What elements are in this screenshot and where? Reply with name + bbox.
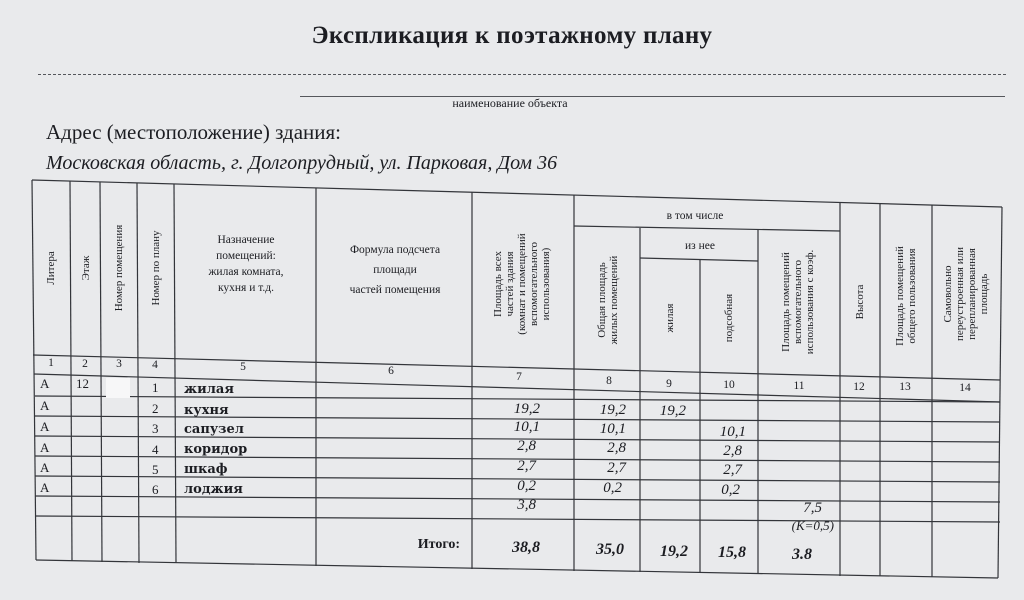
row-litera: А <box>40 440 50 455</box>
totals-living-area: 19,2 <box>660 543 688 560</box>
header-total-area-line: вспомогательного <box>528 241 540 327</box>
header-unauthorized-line: перепланированная <box>966 248 978 340</box>
header-general-area <box>596 240 620 360</box>
row-general-area: 10,1 <box>599 421 626 437</box>
header-aux-coef-line: Площадь помещений <box>780 252 792 352</box>
row-litera: А <box>40 398 50 413</box>
header-purpose <box>180 232 312 296</box>
header-unauthorized-line: переустроенная или <box>954 247 966 341</box>
header-total-area-line: частей здания <box>504 251 516 317</box>
header-common-use-line: Площадь помещений <box>894 246 906 346</box>
object-caption: наименование объекта <box>452 96 568 110</box>
header-plan-number: Номер по плану <box>150 230 162 306</box>
row-plan-number: 6 <box>152 482 159 497</box>
header-of-which: из нее <box>685 240 715 252</box>
row-plan-number: 4 <box>152 442 159 457</box>
row-general-area: 19,2 <box>599 402 626 418</box>
header-formula-line: Формула подсчета <box>349 244 441 256</box>
row-litera: А <box>40 480 50 495</box>
header-aux-coef <box>780 237 816 367</box>
row-total-area: 2,8 <box>517 438 536 454</box>
row-litera: А <box>40 419 50 434</box>
header-purpose-line: помещений: <box>216 250 276 262</box>
col-number: 13 <box>899 381 911 393</box>
totals-label: Итого: <box>417 537 460 552</box>
header-general-area-line: Общая площадь <box>596 262 608 338</box>
row-general-area: 2,7 <box>607 460 626 476</box>
row-room-name: жилая <box>184 382 234 397</box>
header-aux-coef-line: использования с коэф. <box>804 249 816 355</box>
row-plan-number: 5 <box>152 462 159 477</box>
header-general-area-line: жилых помещений <box>608 255 620 345</box>
col-number: 6 <box>388 365 394 377</box>
header-common-use-line: общего пользования <box>906 248 918 344</box>
header-litera: Литера <box>45 251 57 285</box>
address-label: Адрес (местоположение) здания: <box>46 120 342 144</box>
header-total-area <box>492 209 552 359</box>
row-aux-area: 2,8 <box>723 443 742 459</box>
header-purpose-line: Назначение <box>217 234 275 246</box>
header-total-area-line: использования) <box>540 247 552 321</box>
row-room-name: лоджия <box>184 482 243 497</box>
loggia-coef-value: 7,5 <box>803 500 822 516</box>
col-number: 2 <box>82 358 88 370</box>
row-total-area: 10,1 <box>513 419 540 435</box>
row-room-name: шкаф <box>184 462 228 477</box>
row-aux-area: 0,2 <box>721 482 740 498</box>
totals-general-area: 35,0 <box>596 541 624 558</box>
col-number: 9 <box>666 378 672 390</box>
header-aux-coef-line: вспомогательного <box>792 259 804 345</box>
row-total-area: 2,7 <box>517 458 536 474</box>
header-formula <box>320 240 470 300</box>
row-living-area: 19,2 <box>659 403 686 419</box>
totals-total-area: 38,8 <box>512 539 540 556</box>
totals-coef-area: 3.8 <box>792 546 812 563</box>
row-general-area: 0,2 <box>603 480 622 496</box>
header-formula-line: площади <box>373 264 417 276</box>
header-total-area-line: Площадь всех <box>492 250 504 318</box>
row-general-area: 2,8 <box>607 440 626 456</box>
col-number: 12 <box>853 381 865 393</box>
col-number: 4 <box>152 359 158 371</box>
row-total-area: 19,2 <box>513 401 540 417</box>
col-number: 14 <box>959 382 971 394</box>
header-auxiliary: подсобная <box>723 293 735 343</box>
header-unauthorized-line: площадь <box>978 273 990 315</box>
row-room-name: сапузел <box>184 422 244 437</box>
redacted-room-number <box>106 378 130 398</box>
page-title: Экспликация к поэтажному плану <box>311 22 713 49</box>
totals-aux-area: 15,8 <box>718 544 746 561</box>
header-living: жилая <box>664 303 676 333</box>
loggia-total-area: 3,8 <box>517 497 536 513</box>
col-number: 3 <box>116 358 122 370</box>
col-number: 10 <box>723 379 735 391</box>
col-number: 5 <box>240 361 246 373</box>
header-common-use <box>894 236 918 356</box>
header-height: Высота <box>854 284 866 320</box>
row-aux-area: 10,1 <box>719 424 746 440</box>
header-room-number: Номер помещения <box>113 224 125 312</box>
header-floor: Этаж <box>80 255 92 281</box>
row-plan-number: 2 <box>152 401 159 416</box>
col-number: 11 <box>793 380 805 392</box>
row-total-area: 0,2 <box>517 478 536 494</box>
row-floor: 12 <box>76 376 89 391</box>
row-room-name: кухня <box>184 403 229 418</box>
row-plan-number: 3 <box>152 421 159 436</box>
row-room-name: коридор <box>184 442 248 457</box>
row-aux-area: 2,7 <box>723 462 742 478</box>
header-purpose-line: жилая комната, <box>208 266 284 278</box>
header-purpose-line: кухня и т.д. <box>217 282 275 294</box>
col-number: 1 <box>48 357 54 369</box>
col-number: 7 <box>516 371 522 383</box>
row-plan-number: 1 <box>152 380 159 395</box>
header-formula-line: частей помещения <box>349 284 441 296</box>
header-including: в том числе <box>666 210 724 222</box>
address-value: Московская область, г. Долгопрудный, ул. Парковая, Дом 36 <box>46 152 558 174</box>
loggia-coef: (К=0,5) <box>791 518 834 533</box>
header-total-area-line: (комнат и помещений <box>516 233 528 335</box>
header-unauthorized <box>942 229 990 359</box>
col-number: 8 <box>606 375 612 387</box>
row-litera: А <box>40 376 50 391</box>
header-unauthorized-line: Самовольно <box>942 265 954 323</box>
row-litera: А <box>40 460 50 475</box>
